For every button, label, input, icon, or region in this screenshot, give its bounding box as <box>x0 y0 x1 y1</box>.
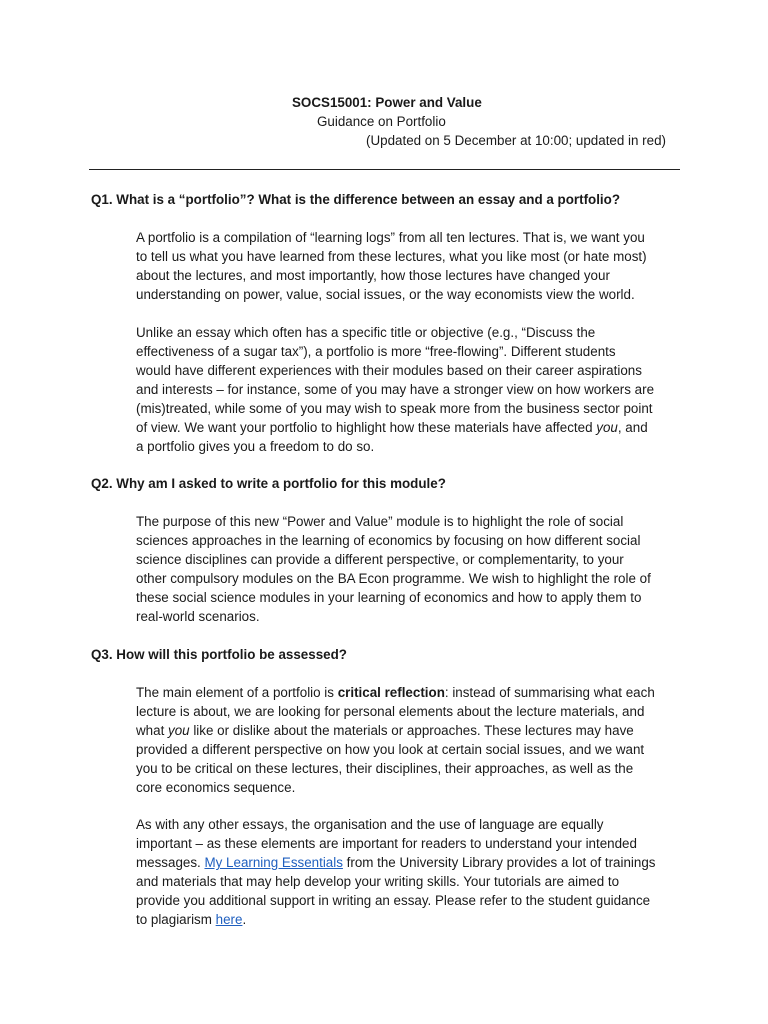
my-learning-essentials-link[interactable]: My Learning Essentials <box>204 855 343 870</box>
text-line <box>136 910 684 929</box>
text-line: and materials that may help develop your writing skills. Your tutorials are aimed to <box>136 874 620 889</box>
text-line <box>136 683 684 702</box>
update-note: (Updated on 5 December at 10:00; updated in red) <box>366 133 666 148</box>
text-segment: : instead of summarising what each <box>444 685 655 700</box>
text-line <box>136 418 684 437</box>
text-segment: messages. <box>136 855 205 870</box>
text-line: about the lectures, and most importantly, how those lectures have changed your <box>136 268 610 283</box>
text-segment: . <box>242 912 247 927</box>
text-segment: from the University Library provides a lot of trainings <box>342 855 656 870</box>
text-line: core economics sequence. <box>136 780 296 795</box>
q1-paragraph-1 <box>136 228 684 304</box>
text-line: and interests – for instance, some of you may have a stronger view on how workers are <box>136 382 655 397</box>
text-line: other compulsory modules on the BA Econ programme. We wish to highlight the role of <box>136 571 651 586</box>
q1-paragraph-2 <box>136 323 684 456</box>
text-line: you to be critical on these lectures, their disciplines, their approaches, as well as the <box>136 761 634 776</box>
text-line: lecture is about, we are looking for personal elements about the lecture materials, and <box>136 704 645 719</box>
q3-paragraph-2 <box>136 815 684 929</box>
text-line: would have different experiences with their modules based on their career aspirations <box>136 363 642 378</box>
text-segment: what <box>136 723 169 738</box>
emphasis-you: you <box>168 723 190 738</box>
text-line: important – as these elements are important for readers to understand your intended <box>136 836 637 851</box>
text-line: sciences approaches in the learning of economics by focusing on how different social <box>136 533 641 548</box>
text-line: A portfolio is a compilation of “learning logs” from all ten lectures. That is, we want you <box>136 230 645 245</box>
text-line <box>136 721 684 740</box>
text-line: provide you additional support in writing an essay. Please refer to the student guidance <box>136 893 651 908</box>
text-line: provided a different perspective on how you look at certain social issues, and we want <box>136 742 645 757</box>
question-heading-q1: Q1. What is a “portfolio”? What is the difference between an essay and a portfolio? <box>91 192 621 207</box>
text-line: Unlike an essay which often has a specific title or objective (e.g., “Discuss the <box>136 325 596 340</box>
text-line: (mis)treated, while some of you may wish to speak more from the business sector point <box>136 401 653 416</box>
text-line: As with any other essays, the organisation and the use of language are equally <box>136 817 604 832</box>
q3-paragraph-1 <box>136 683 684 797</box>
text-segment: , and <box>617 420 648 435</box>
document-title: SOCS15001: Power and Value <box>292 95 482 110</box>
bold-critical-reflection: critical reflection <box>337 685 445 700</box>
text-line <box>136 853 684 872</box>
text-line: a portfolio gives you a freedom to do so. <box>136 439 375 454</box>
text-line: to tell us what you have learned from these lectures, what you like most (or hate most) <box>136 249 647 264</box>
emphasis-you: you <box>596 420 618 435</box>
q2-paragraph <box>136 512 684 626</box>
text-segment: to plagiarism <box>136 912 216 927</box>
plagiarism-guidance-link[interactable]: here <box>215 912 243 927</box>
text-line: effectiveness of a sugar tax”), a portfolio is more “free-flowing”. Different students <box>136 344 616 359</box>
text-segment: The main element of a portfolio is <box>136 685 338 700</box>
text-line: science disciplines can provide a different perspective, or complementarity, to your <box>136 552 624 567</box>
text-line: these social science modules in your learning of economics and how to apply them to <box>136 590 642 605</box>
text-segment: of view. We want your portfolio to highlight how these materials have affected <box>136 420 597 435</box>
text-line: The purpose of this new “Power and Value” module is to highlight the role of social <box>136 514 624 529</box>
text-segment: like or dislike about the materials or approaches. These lectures may have <box>189 723 634 738</box>
text-line: real-world scenarios. <box>136 609 260 624</box>
text-line: understanding on power, value, social issues, or the way economists view the world. <box>136 287 635 302</box>
question-heading-q3: Q3. How will this portfolio be assessed? <box>91 647 347 662</box>
document-subtitle: Guidance on Portfolio <box>317 114 446 129</box>
horizontal-rule <box>89 169 680 170</box>
question-heading-q2: Q2. Why am I asked to write a portfolio for this module? <box>91 476 446 491</box>
